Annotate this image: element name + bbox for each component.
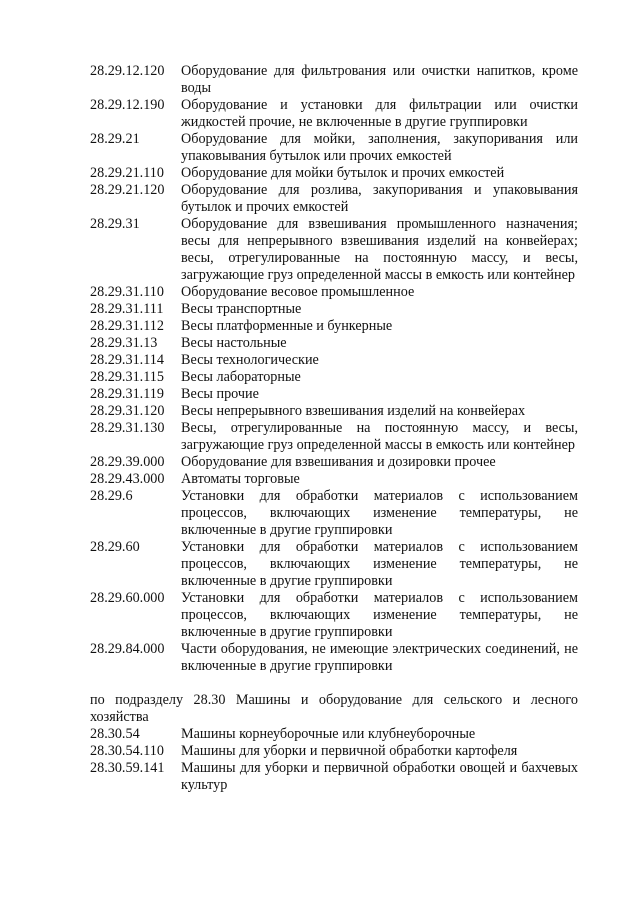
- row-code: 28.29.31.115: [90, 369, 164, 385]
- row-description: Весы платформенные и бункерные: [181, 318, 393, 334]
- row-code: 28.29.31.120: [90, 403, 165, 419]
- table-row: [90, 590, 578, 641]
- table-row: [90, 97, 578, 131]
- table-row: [90, 454, 578, 471]
- table-row: [90, 182, 578, 216]
- row-description: Автоматы торговые: [181, 471, 300, 487]
- section-gap: [90, 675, 578, 692]
- table-row: [90, 743, 578, 760]
- row-description: Оборудование и установки для фильтрации или очистки жидкостей прочие, не включенные в другие группировки: [181, 97, 578, 130]
- table-row: [90, 318, 578, 335]
- table-row: [90, 760, 578, 794]
- section-heading: по подразделу 28.30 Машины и оборудование для сельского и лесного хозяйства: [90, 692, 578, 725]
- table-row: [90, 284, 578, 301]
- row-description: Весы настольные: [181, 335, 287, 351]
- row-code: 28.29.60: [90, 539, 140, 555]
- row-description: Оборудование для розлива, закупоривания и упаковывания бутылок и прочих емкостей: [181, 182, 578, 215]
- table-row: [90, 352, 578, 369]
- row-description: Машины корнеуборочные или клубнеуборочные: [181, 726, 476, 742]
- row-code: 28.29.60.000: [90, 590, 165, 606]
- row-code: 28.29.21.110: [90, 165, 164, 181]
- table-row: [90, 335, 578, 352]
- row-description: Оборудование весовое промышленное: [181, 284, 415, 300]
- table-row: [90, 539, 578, 590]
- row-description: Установки для обработки материалов с использованием процессов, включающих изменение температуры, не включенные в другие группировки: [181, 488, 578, 538]
- row-description: Весы прочие: [181, 386, 259, 402]
- row-code: 28.29.31.110: [90, 284, 164, 300]
- row-code: 28.30.59.141: [90, 760, 165, 776]
- row-description: Установки для обработки материалов с использованием процессов, включающих изменение температуры, не включенные в другие группировки: [181, 539, 578, 589]
- table-row: [90, 471, 578, 488]
- row-code: 28.30.54.110: [90, 743, 164, 759]
- row-description: Машины для уборки и первичной обработки овощей и бахчевых культур: [181, 760, 578, 793]
- row-description: Весы лабораторные: [181, 369, 301, 385]
- row-description: Оборудование для фильтрования или очистки напитков, кроме воды: [181, 63, 578, 96]
- table-row: [90, 63, 578, 97]
- row-code: 28.29.21: [90, 131, 140, 147]
- row-description: Машины для уборки и первичной обработки картофеля: [181, 743, 518, 759]
- classifier-list-28-29: [90, 63, 578, 675]
- row-code: 28.29.31.112: [90, 318, 164, 334]
- row-code: 28.29.31.13: [90, 335, 158, 351]
- table-row: [90, 131, 578, 165]
- table-row: [90, 420, 578, 454]
- row-code: 28.29.31: [90, 216, 140, 232]
- row-description: Оборудование для мойки, заполнения, закупоривания или упаковывания бутылок или прочих емкостей: [181, 131, 578, 164]
- row-code: 28.30.54: [90, 726, 140, 742]
- table-row: [90, 726, 578, 743]
- row-code: 28.29.31.114: [90, 352, 164, 368]
- row-code: 28.29.43.000: [90, 471, 165, 487]
- table-row: [90, 165, 578, 182]
- table-row: [90, 403, 578, 420]
- row-description: Установки для обработки материалов с использованием процессов, включающих изменение температуры, не включенные в другие группировки: [181, 590, 578, 640]
- table-row: [90, 216, 578, 284]
- row-code: 28.29.21.120: [90, 182, 165, 198]
- table-row: [90, 488, 578, 539]
- row-description: Оборудование для мойки бутылок и прочих емкостей: [181, 165, 505, 181]
- row-description: Весы транспортные: [181, 301, 302, 317]
- row-code: 28.29.31.130: [90, 420, 165, 436]
- document-body: [90, 63, 578, 794]
- row-code: 28.29.84.000: [90, 641, 165, 657]
- row-code: 28.29.6: [90, 488, 133, 504]
- row-code: 28.29.31.119: [90, 386, 164, 402]
- row-code: 28.29.12.190: [90, 97, 165, 113]
- classifier-list-28-30: [90, 726, 578, 794]
- row-description: Весы, отрегулированные на постоянную массу, и весы, загружающие груз определенной массы в емкость или контейнер: [181, 420, 578, 453]
- table-row: [90, 369, 578, 386]
- table-row: [90, 386, 578, 403]
- row-description: Весы технологические: [181, 352, 319, 368]
- row-code: 28.29.39.000: [90, 454, 165, 470]
- table-row: [90, 301, 578, 318]
- row-description: Части оборудования, не имеющие электрических соединений, не включенные в другие группировки: [181, 641, 578, 674]
- row-code: 28.29.31.111: [90, 301, 164, 317]
- row-description: Оборудование для взвешивания промышленного назначения; весы для непрерывного взвешивания изделий на конвейерах; весы, отрегулированные на постоянную массу, и весы, загружающие груз определенной массы в емкость или контейнер: [181, 216, 578, 283]
- row-description: Весы непрерывного взвешивания изделий на конвейерах: [181, 403, 526, 419]
- row-description: Оборудование для взвешивания и дозировки прочее: [181, 454, 496, 470]
- table-row: [90, 641, 578, 675]
- row-code: 28.29.12.120: [90, 63, 165, 79]
